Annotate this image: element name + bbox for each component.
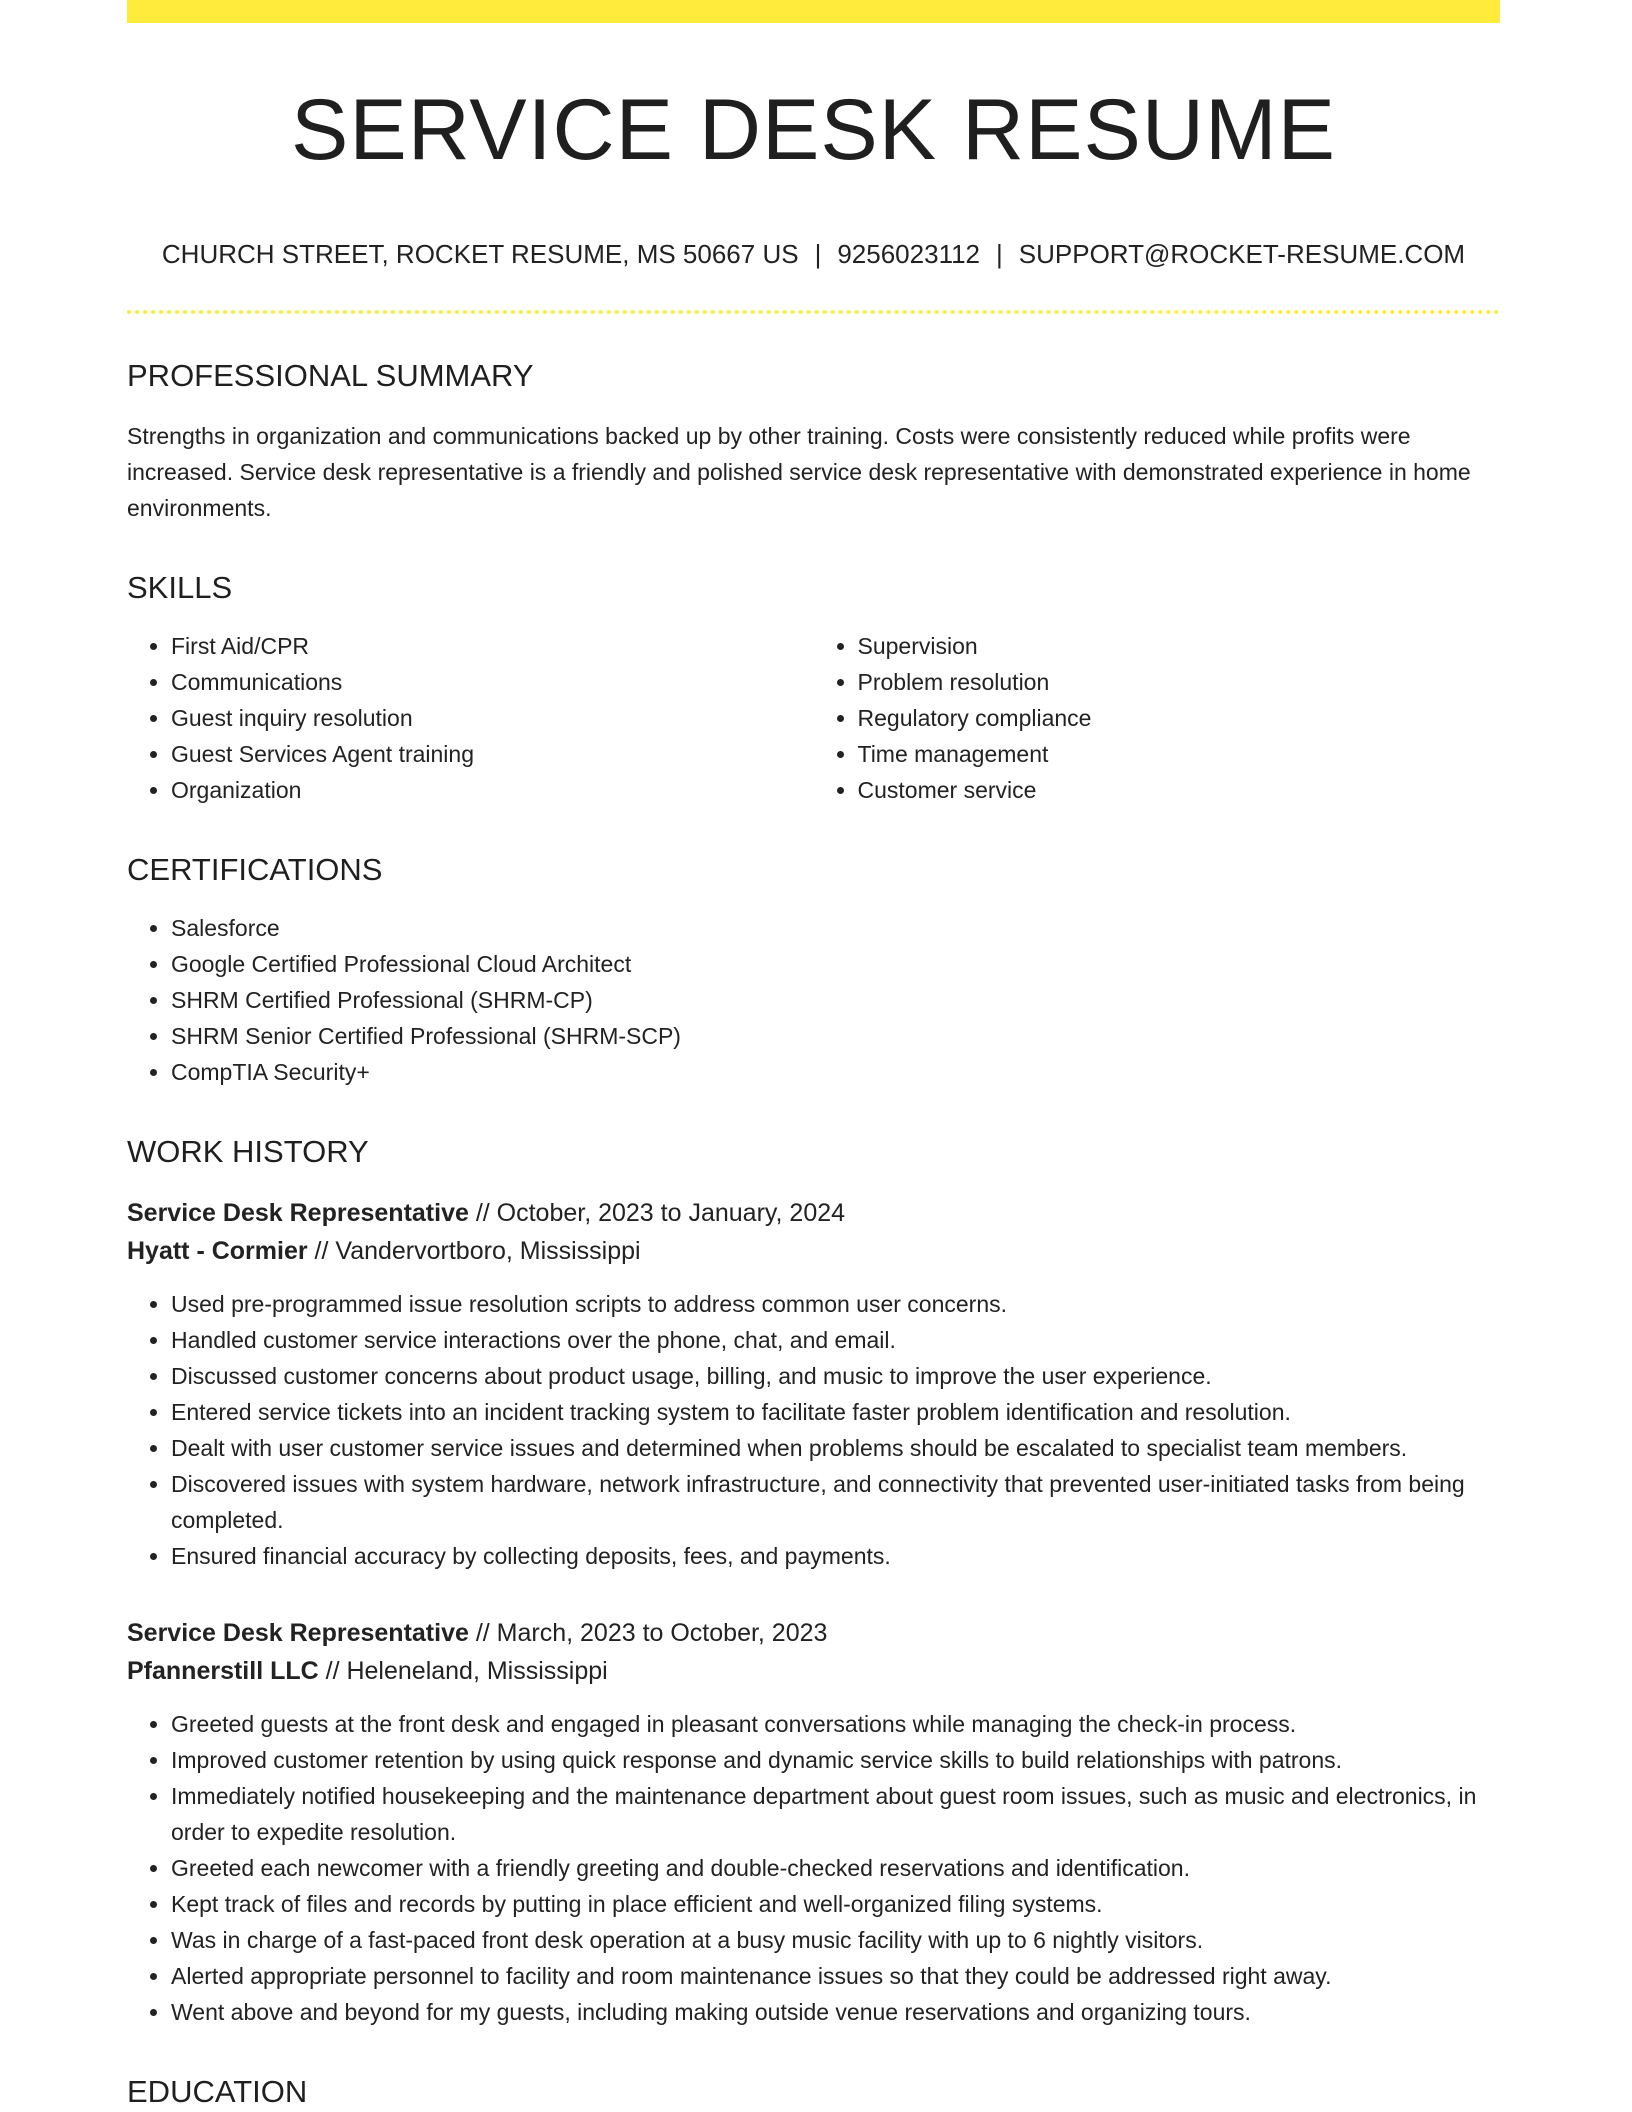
job-dates: // March, 2023 to October, 2023 — [468, 1619, 828, 1647]
job-duty: • Handled customer service interactions over the phone, chat, and email. — [171, 1322, 1500, 1358]
job-location: // Vandervortboro, Mississippi — [307, 1237, 641, 1265]
job-duty: • Alerted appropriate personnel to facility and room maintenance issues so that they could be addressed right away. — [171, 1958, 1500, 1994]
skill-item: • First Aid/CPR — [171, 628, 814, 664]
skill-item: • Customer service — [858, 772, 1501, 808]
skills-heading: SKILLS — [127, 570, 233, 605]
job-duty: • Dealt with user customer service issues and determined when problems should be escalated to specialist team members. — [171, 1430, 1500, 1466]
job-role-line — [127, 1194, 1500, 1232]
job-duty: • Went above and beyond for my guests, including making outside venue reservations and organizing tours. — [171, 1994, 1500, 2030]
skill-item: • Problem resolution — [858, 664, 1501, 700]
resume-content — [127, 23, 1500, 2110]
certification-item: • CompTIA Security+ — [171, 1054, 1500, 1090]
job-duty: • Greeted each newcomer with a friendly greeting and double-checked reservations and identification. — [171, 1850, 1500, 1886]
job-company-line — [127, 1232, 1500, 1270]
contact-separator: | — [996, 239, 1003, 269]
certifications-heading: CERTIFICATIONS — [127, 852, 383, 887]
job-duty: • Improved customer retention by using quick response and dynamic service skills to build relationships with patrons. — [171, 1742, 1500, 1778]
job-company: Hyatt - Cormier — [127, 1237, 308, 1265]
skill-item: • Guest Services Agent training — [171, 736, 814, 772]
job-location: // Heleneland, Mississippi — [318, 1657, 608, 1685]
summary-heading: PROFESSIONAL SUMMARY — [127, 358, 534, 393]
skill-item: • Guest inquiry resolution — [171, 700, 814, 736]
certification-item: • Google Certified Professional Cloud Architect — [171, 946, 1500, 982]
contact-email: SUPPORT@ROCKET-RESUME.COM — [1018, 239, 1466, 269]
certification-item: • SHRM Senior Certified Professional (SHRM-SCP) — [171, 1018, 1500, 1054]
skill-item: • Supervision — [858, 628, 1501, 664]
skills-list-left — [127, 628, 814, 808]
job-role: Service Desk Representative — [127, 1199, 469, 1227]
job-duty: • Kept track of files and records by putting in place efficient and well-organized filing systems. — [171, 1886, 1500, 1922]
education-heading: EDUCATION — [127, 2074, 308, 2109]
work-history-heading: WORK HISTORY — [127, 1134, 369, 1169]
certification-item: • Salesforce — [171, 910, 1500, 946]
certification-item: • SHRM Certified Professional (SHRM-CP) — [171, 982, 1500, 1018]
job-role-line — [127, 1614, 1500, 1652]
job-duty: • Immediately notified housekeeping and the maintenance department about guest room issues, such as music and electronics, in order to expedite resolution. — [171, 1778, 1500, 1850]
contact-separator: | — [814, 239, 822, 269]
job-duty: • Greeted guests at the front desk and engaged in pleasant conversations while managing the check-in process. — [171, 1706, 1500, 1742]
contact-address: CHURCH STREET, ROCKET RESUME, MS 50667 US — [161, 239, 799, 269]
skills-columns — [127, 606, 1500, 808]
job-company: Pfannerstill LLC — [127, 1657, 319, 1685]
skills-list-right — [814, 628, 1501, 808]
job-duty: • Ensured financial accuracy by collecting deposits, fees, and payments. — [171, 1538, 1500, 1574]
job-duties-list — [127, 1286, 1500, 1574]
resume-title: SERVICE DESK RESUME — [291, 82, 1336, 178]
certifications-list — [127, 910, 1500, 1090]
job-dates: // October, 2023 to January, 2024 — [468, 1199, 846, 1227]
summary-text: Strengths in organization and communications backed up by other training. Costs were consistently reduced while profits were increased. Service desk representative is a friendly and polished service desk representative with demonstrated experience in home environments. — [127, 423, 1471, 521]
job-company-line — [127, 1652, 1500, 1690]
job-duty: • Discovered issues with system hardware, network infrastructure, and connectivity that prevented user-initiated tasks from being completed. — [171, 1466, 1500, 1538]
skill-item: • Time management — [858, 736, 1501, 772]
job-entry — [127, 1194, 1500, 1574]
skill-item: • Communications — [171, 664, 814, 700]
job-duty: • Was in charge of a fast-paced front desk operation at a busy music facility with up to 6 nightly visitors. — [171, 1922, 1500, 1958]
header-divider — [127, 310, 1500, 314]
contact-phone: 9256023112 — [837, 239, 981, 269]
accent-bar — [127, 0, 1500, 23]
job-entry — [127, 1614, 1500, 2030]
job-duties-list — [127, 1706, 1500, 2030]
job-duty: • Used pre-programmed issue resolution scripts to address common user concerns. — [171, 1286, 1500, 1322]
job-duty: • Discussed customer concerns about product usage, billing, and music to improve the user experience. — [171, 1358, 1500, 1394]
job-role: Service Desk Representative — [127, 1619, 469, 1647]
skill-item: • Regulatory compliance — [858, 700, 1501, 736]
skill-item: • Organization — [171, 772, 814, 808]
contact-line — [127, 238, 1500, 270]
job-duty: • Entered service tickets into an incident tracking system to facilitate faster problem identification and resolution. — [171, 1394, 1500, 1430]
